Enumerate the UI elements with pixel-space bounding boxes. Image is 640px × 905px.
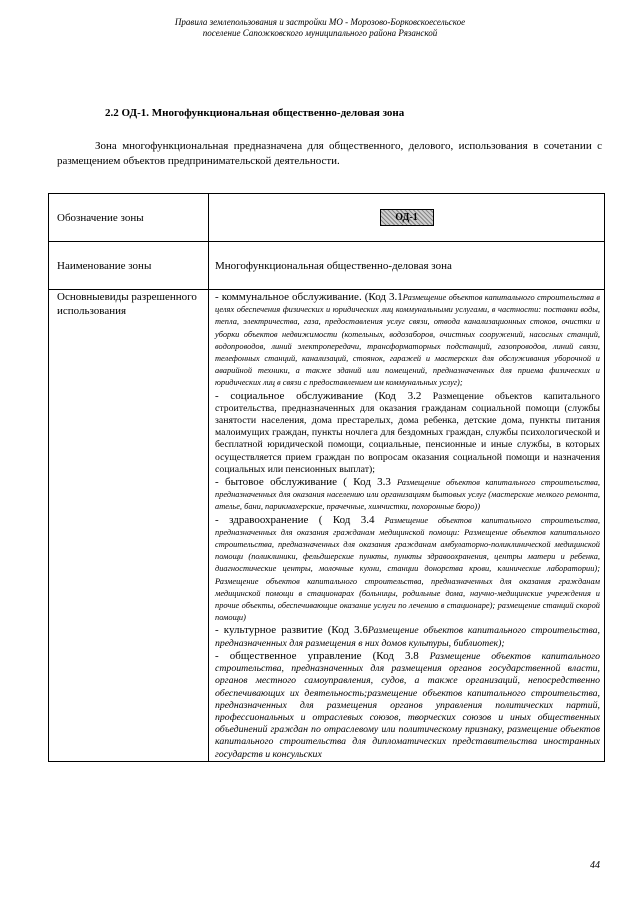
use-item-description: Размещение объектов капитального строительства, предназначенных для оказания гражданам социальной помощи (службы занятости населения, дома престарелых, дома ребенка, детские дома, пункты питания малоимущих граждан, пункты ночлега для бездомных граждан, службы психологической и бесплатной юридической помощи, социальные, пенсионные и иные службы, в которых осуществляется прием граждан по вопросам оказания социальной помощи и назначения социальных или пенсионных выплат); — [215, 390, 600, 475]
use-item-head: - коммунальное обслуживание. (Код 3.1 — [215, 291, 403, 303]
use-item — [215, 291, 600, 390]
use-item — [215, 514, 600, 625]
use-item-head: - социальное обслуживание (Код 3.2 — [215, 389, 422, 402]
zone-name-row — [49, 242, 605, 290]
zone-uses-row — [49, 290, 605, 762]
use-item-description: Размещение объектов капитального строительства, предназначенных для размещения органов государственной власти, органов местного самоуправления, судов, а также организаций, непосредственно обеспечивающих их деятельность;размещение объектов капитального строительства, предназначенных для размещения органов управления политических партий, профессиональных и отраслевых союзов, творческих союзов и иных общественных объединений граждан по отраслевому или политическому признаку, размещение объектов капитального строительства для дипломатических представительства иностранных государств и консульских — [215, 650, 600, 760]
running-header-line-2: поселение Сапожковского муниципального района Рязанской — [202, 28, 438, 38]
use-item — [215, 390, 600, 476]
use-item-head: - здравоохранение ( Код 3.4 — [215, 513, 375, 526]
use-item-description: Размещение объектов капитального строительства, предназначенных для оказания населению или организациям бытовых услуг (мастерские мелкого ремонта, ателье, бани, парикмахерские, прачечные, химчистки, похоронные бюро)) — [215, 478, 601, 512]
use-item-description: Размещение объектов капитального строительства в целях обеспечения физических и юридических лиц коммунальными услугами, в частности: поставки воды, тепла, электричества, газа, предоставления услуг связи, отвода канализационных стоков, очистки и уборки объектов недвижимости (котельных, водозаборов, очистных сооружений, насосных станций, водопроводов, линий электропередачи, трансформаторных подстанций, газопроводов, линий связи, телефонных станций, канализаций, стоянок, гаражей и мастерских для обслуживания уборочной и аварийной техники, а также зданий или помещений, предназначенных для приема физических и юридических лиц в связи с предоставлением им коммунальных услуг); — [215, 293, 600, 388]
use-item — [215, 476, 600, 514]
use-item — [215, 624, 600, 649]
use-item-head: - общественное управление (Код 3.8 — [215, 649, 419, 662]
use-item-description: Размещение объектов капитального строительства, предназначенных для размещения в них домов культуры, библиотек); — [215, 625, 600, 649]
section-intro: Зона многофункциональная предназначена для общественного, делового, использования в сочетании с размещением объектов предпринимательской деятельности. — [57, 140, 602, 167]
zone-code-badge: ОД-1 — [380, 209, 434, 226]
section-title: 2.2 ОД-1. Многофункциональная общественно-деловая зона — [105, 107, 405, 119]
use-item-head: - бытовое обслуживание ( Код 3.3 — [215, 476, 391, 489]
use-item — [215, 650, 600, 761]
zone-name-label: Наименование зоны — [49, 242, 209, 290]
zone-code-label: Обозначение зоны — [49, 194, 209, 242]
zone-table — [48, 193, 605, 762]
zone-code-row — [49, 194, 605, 242]
use-item-description: Размещение объектов капитального строительства, предназначенных для оказания гражданам медицинской помощи: Размещение объектов капитального строительства, предназначенных для оказания гражданам амбулаторно-поликлинической медицинской помощи (поликлиники, фельдшерские пункты, пункты здравоохранения, центры матери и ребенка, диагностические центры, молочные кухни, станции донорства крови, клинические лаборатории); Размещение объектов капитального строительства, предназначенных для оказания гражданам медицинской помощи в стационарах (больницы, родильные дома, научно-медицинские учреждения и прочие объекты, обеспечивающие оказание услуги по лечению в стационаре); размещение станций скорой помощи) — [215, 515, 600, 623]
running-header-line-1: Правила землепользования и застройки МО - Морозово-Борковскоесельское — [174, 17, 466, 27]
zone-code-cell — [209, 194, 605, 242]
zone-uses-label: Основныевиды разрешенного использования — [49, 290, 209, 762]
zone-uses-list — [209, 290, 605, 762]
page-number: 44 — [590, 860, 600, 871]
running-header — [100, 17, 540, 39]
use-item-head: - культурное развитие (Код 3.6 — [215, 624, 368, 637]
zone-name-value: Многофункциональная общественно-деловая зона — [209, 242, 605, 290]
